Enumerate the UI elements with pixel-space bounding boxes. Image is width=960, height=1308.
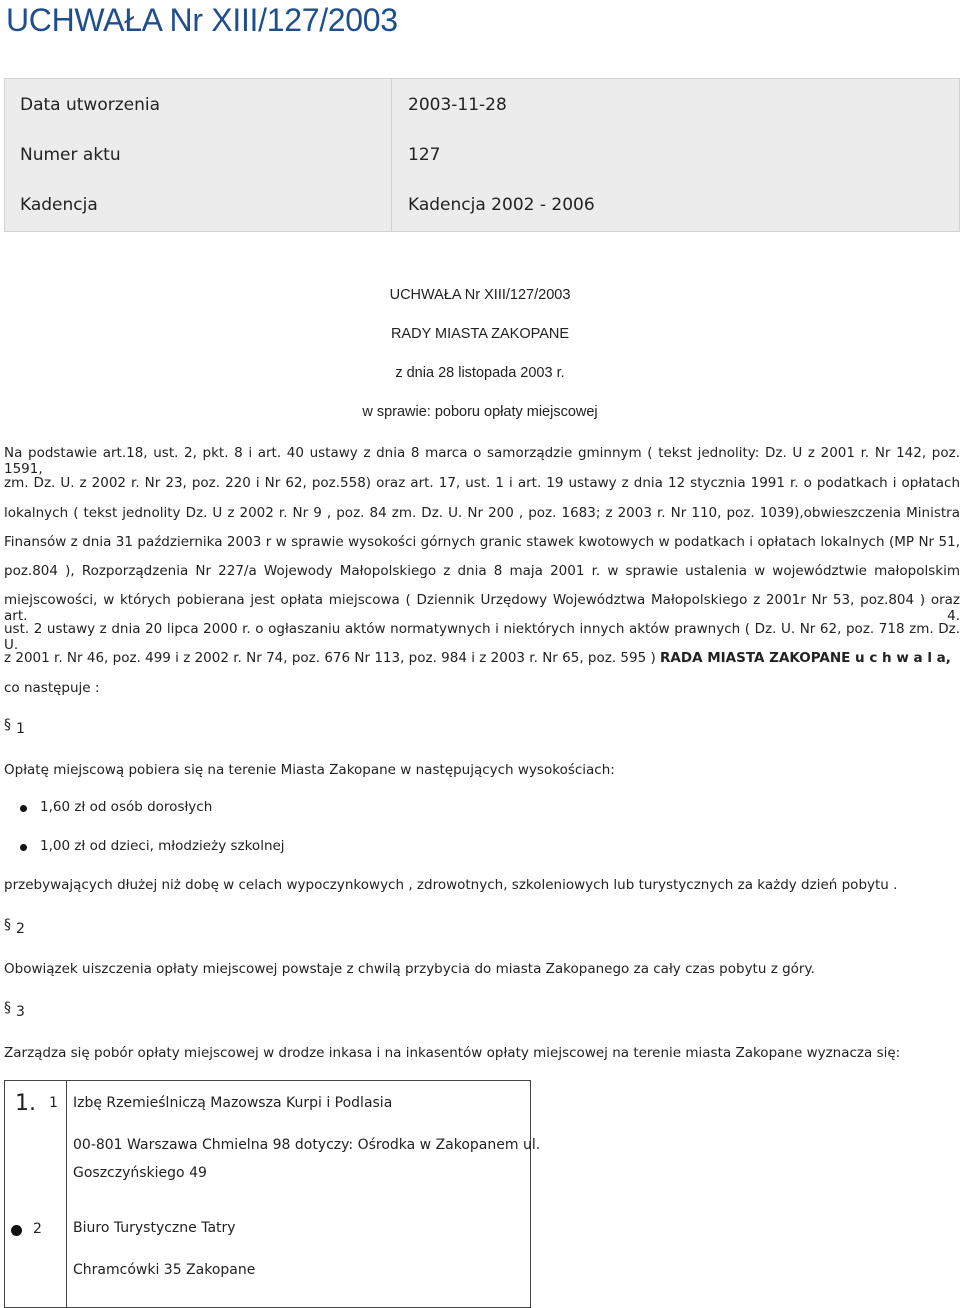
collector-name: Biuro Turystyczne Tatry xyxy=(73,1220,236,1236)
bullet-icon xyxy=(20,805,27,812)
preamble-line: Na podstawie art.18, ust. 2, pkt. 8 i art. 40 ustawy z dnia 8 marca o samorządzie gminnym ( tekst jednolity: Dz. U z 2001 r. Nr 142, poz. 1591, xyxy=(4,445,960,477)
preamble-line: Finansów z dnia 31 października 2003 r w sprawie wysokości górnych granic stawek kwotowych w podatkach i opłatach lokalnych (MP Nr 51, xyxy=(4,534,960,550)
section-number: 1 xyxy=(16,721,25,737)
section-1-after: przebywających dłużej niż dobę w celach wypoczynkowych , zdrowotnych, szkoleniowych lub turystycznych za każdy dzień pobytu . xyxy=(4,877,898,893)
resolution-subject: w sprawie: poboru opłaty miejscowej xyxy=(362,404,598,420)
preamble-closing: co następuje : xyxy=(4,680,100,696)
metadata-value: 127 xyxy=(408,145,441,165)
rate-item: 1,60 zł od osób dorosłych xyxy=(40,799,213,815)
collectors-table-divider xyxy=(66,1081,67,1307)
metadata-key: Data utworzenia xyxy=(20,95,161,115)
document-title: UCHWAŁA Nr XIII/127/2003 xyxy=(6,2,398,38)
council-heading: RADY MIASTA ZAKOPANE xyxy=(390,326,570,342)
collector-number: 2 xyxy=(33,1221,42,1237)
collector-address: Goszczyńskiego 49 xyxy=(73,1165,207,1181)
collectors-table xyxy=(4,1080,541,1308)
preamble-line: ust. 2 ustawy z dnia 20 lipca 2000 r. o ogłaszaniu aktów normatywnych i niektórych innych aktów prawnych ( Dz. U. Nr 62, poz. 718 zm. Dz. U. xyxy=(4,621,960,653)
bullet-icon xyxy=(11,1225,22,1236)
section-1-text: Opłatę miejscową pobiera się na terenie Miasta Zakopane w następujących wysokościach: xyxy=(4,762,615,778)
rate-item: 1,00 zł od dzieci, młodzieży szkolnej xyxy=(40,838,285,854)
preamble-line: poz.804 ), Rozporządzenia Nr 227/a Wojewody Małopolskiego z dnia 8 maja 2001 r. w sprawie ustalenia w województwie małopolskim xyxy=(4,563,960,579)
section-sign: § xyxy=(4,717,11,733)
metadata-value: Kadencja 2002 - 2006 xyxy=(408,195,595,215)
section-sign: § xyxy=(4,1000,11,1016)
preamble-line: miejscowości, w których pobierana jest opłata miejscowa ( Dziennik Urzędowy Województwa Małopolskiego z 2001r Nr 53, poz.804 ) oraz art. 4. xyxy=(4,592,960,624)
collector-address: Chramcówki 35 Zakopane xyxy=(73,1262,256,1278)
collector-name: Izbę Rzemieślniczą Mazowsza Kurpi i Podlasia xyxy=(73,1095,393,1111)
metadata-row-created xyxy=(5,80,959,130)
resolution-date: z dnia 28 listopada 2003 r. xyxy=(395,365,565,381)
section-number: 2 xyxy=(16,921,25,937)
section-3-text: Zarządza się pobór opłaty miejscowej w drodze inkasa i na inkasentów opłaty miejscowej na terenie miasta Zakopane wyznacza się: xyxy=(4,1045,901,1061)
metadata-row-term xyxy=(5,180,959,230)
section-2-marker xyxy=(4,917,25,937)
metadata-table xyxy=(4,78,960,232)
list-marker: 1. xyxy=(15,1091,36,1116)
council-decision: RADA MIASTA ZAKOPANE u c h w a l a, xyxy=(660,650,951,666)
metadata-row-number xyxy=(5,130,959,180)
metadata-key: Numer aktu xyxy=(20,145,121,165)
resolution-heading: UCHWAŁA Nr XIII/127/2003 xyxy=(389,287,571,303)
metadata-key: Kadencja xyxy=(20,195,98,215)
section-sign: § xyxy=(4,917,11,933)
preamble-line-last xyxy=(4,650,960,666)
section-number: 3 xyxy=(16,1004,25,1020)
preamble-line: lokalnych ( tekst jednolity Dz. U z 2002 r. Nr 9 , poz. 84 zm. Dz. U. Nr 200 , poz. 1683; z 2003 r. Nr 110, poz. 1039),obwieszczenia Ministra xyxy=(4,505,960,521)
collector-address: 00-801 Warszawa Chmielna 98 dotyczy: Ośrodka w Zakopanem ul. xyxy=(73,1137,541,1153)
section-1-marker xyxy=(4,717,25,737)
preamble-line: zm. Dz. U. z 2002 r. Nr 23, poz. 220 i Nr 62, poz.558) oraz art. 17, ust. 1 i art. 19 ustawy z dnia 12 stycznia 1991 r. o podatkach i opłatach xyxy=(4,475,960,491)
bullet-icon xyxy=(20,844,27,851)
preamble-text: z 2001 r. Nr 46, poz. 499 i z 2002 r. Nr 74, poz. 676 Nr 113, poz. 984 i z 2003 r. Nr 65, poz. 595 ) xyxy=(4,650,661,666)
collector-number: 1 xyxy=(49,1095,58,1111)
metadata-value: 2003-11-28 xyxy=(408,95,507,115)
section-3-marker xyxy=(4,1000,25,1020)
section-2-text: Obowiązek uiszczenia opłaty miejscowej powstaje z chwilą przybycia do miasta Zakopanego za cały czas pobytu z góry. xyxy=(4,961,815,977)
